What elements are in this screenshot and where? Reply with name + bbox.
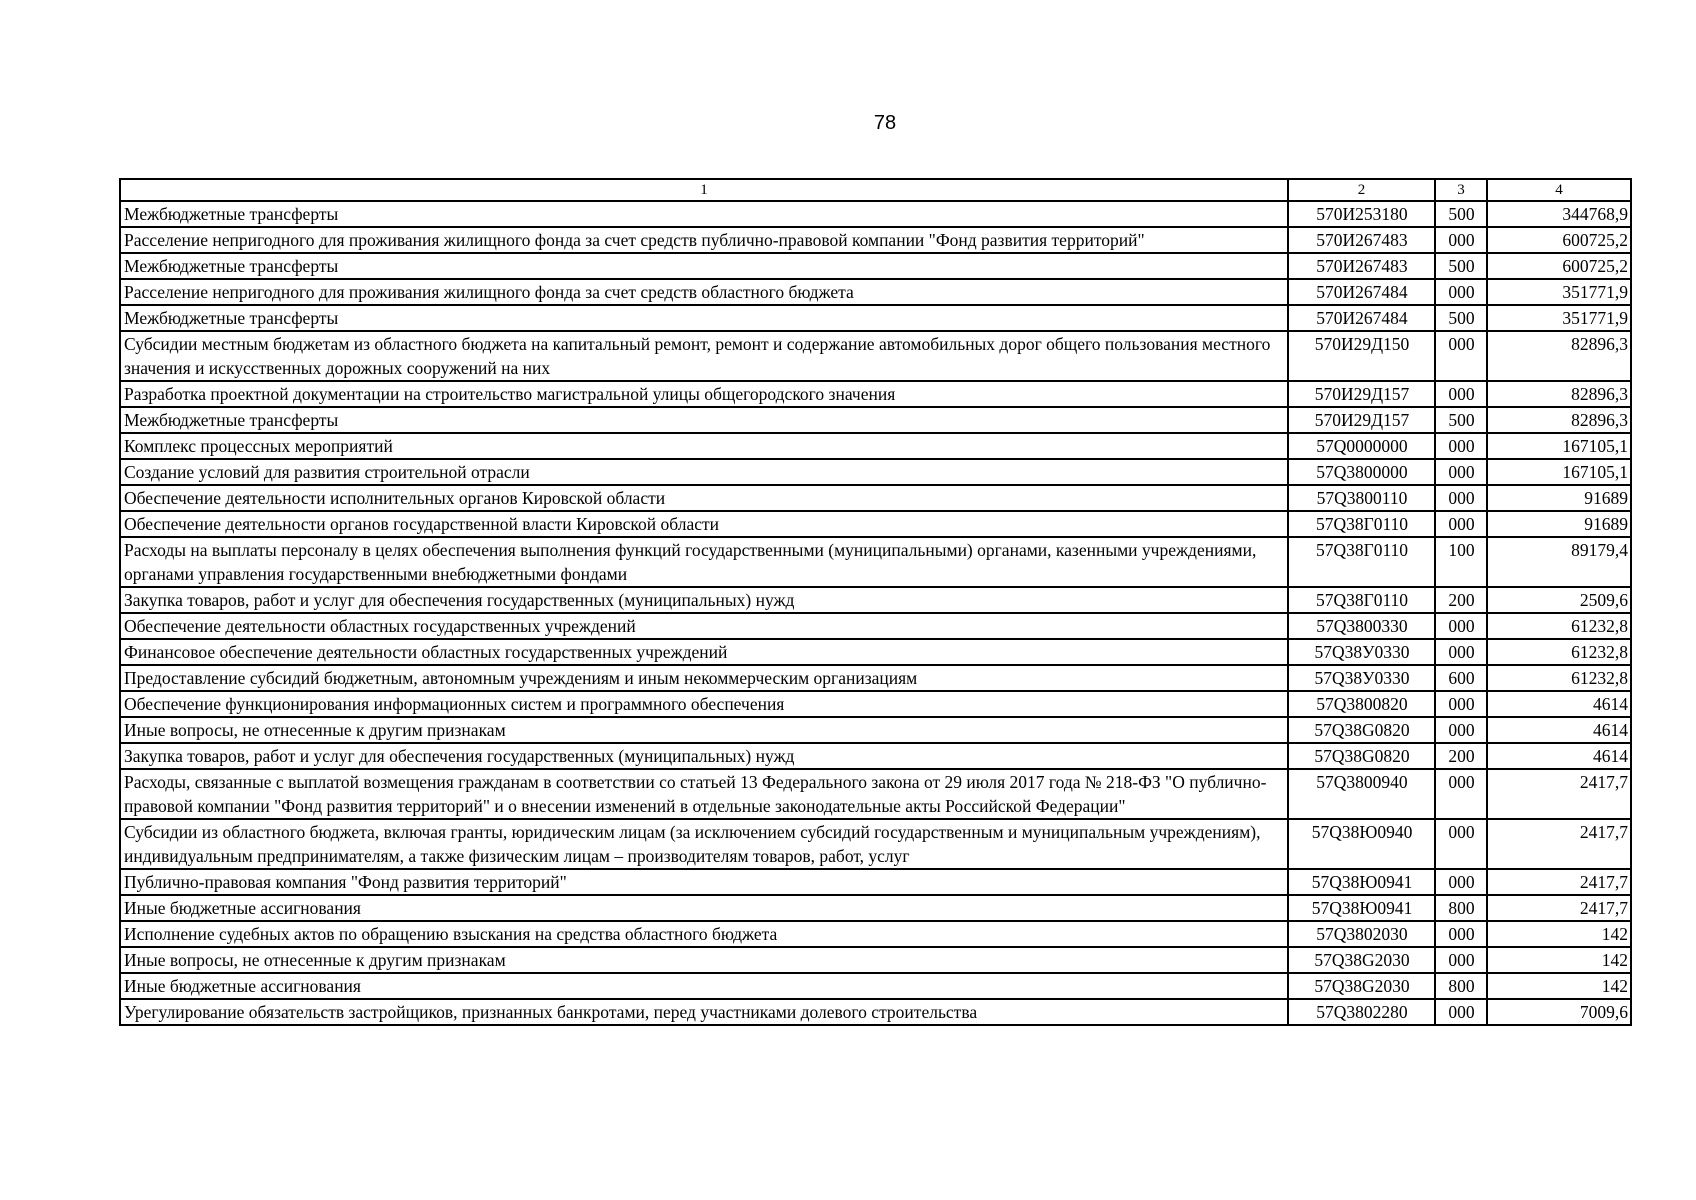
expense-type-cell: 000 [1435, 999, 1487, 1025]
target-code-cell: 570И267483 [1288, 253, 1435, 279]
amount-cell: 2417,7 [1487, 769, 1631, 819]
expense-type-cell: 000 [1435, 947, 1487, 973]
amount-cell: 61232,8 [1487, 639, 1631, 665]
target-code-cell: 57Q38У0330 [1288, 639, 1435, 665]
table-row [120, 613, 1631, 639]
amount-cell: 89179,4 [1487, 537, 1631, 587]
target-code-cell: 57Q3800110 [1288, 485, 1435, 511]
target-code-cell: 57Q38Г0110 [1288, 537, 1435, 587]
target-code-cell: 57Q3800330 [1288, 613, 1435, 639]
expense-name-cell: Создание условий для развития строительной отрасли [120, 459, 1288, 485]
target-code-cell: 57Q38У0330 [1288, 665, 1435, 691]
expense-name-cell: Расходы, связанные с выплатой возмещения гражданам в соответствии со статьей 13 Федерального закона от 29 июля 2017 года № 218-ФЗ "О публично-правовой компании "Фонд развития территорий" и о внесении изменений в отдельные законодательные акты Российской Федерации" [120, 769, 1288, 819]
page-number: 78 [873, 112, 897, 134]
column-header-4: 4 [1487, 179, 1631, 201]
target-code-cell: 57Q38G2030 [1288, 947, 1435, 973]
amount-cell: 2417,7 [1487, 819, 1631, 869]
expense-type-cell: 800 [1435, 895, 1487, 921]
table-row [120, 921, 1631, 947]
amount-cell: 82896,3 [1487, 381, 1631, 407]
expense-name-cell: Межбюджетные трансферты [120, 407, 1288, 433]
amount-cell: 4614 [1487, 717, 1631, 743]
table-row [120, 253, 1631, 279]
table-body [120, 201, 1631, 1025]
table-row [120, 639, 1631, 665]
table-row [120, 381, 1631, 407]
expense-type-cell: 000 [1435, 381, 1487, 407]
target-code-cell: 57Q38G0820 [1288, 743, 1435, 769]
table-row [120, 973, 1631, 999]
amount-cell: 344768,9 [1487, 201, 1631, 227]
expense-type-cell: 000 [1435, 769, 1487, 819]
table-row [120, 433, 1631, 459]
expense-type-cell: 000 [1435, 819, 1487, 869]
expense-name-cell: Расходы на выплаты персоналу в целях обеспечения выполнения функций государственными (муниципальными) органами, казенными учреждениями, органами управления государственными внебюджетными фондами [120, 537, 1288, 587]
table-row [120, 999, 1631, 1025]
amount-cell: 61232,8 [1487, 613, 1631, 639]
expense-name-cell: Предоставление субсидий бюджетным, автономным учреждениям и иным некоммерческим организациям [120, 665, 1288, 691]
amount-cell: 4614 [1487, 743, 1631, 769]
target-code-cell: 57Q3802030 [1288, 921, 1435, 947]
amount-cell: 61232,8 [1487, 665, 1631, 691]
expense-type-cell: 500 [1435, 201, 1487, 227]
table-row [120, 511, 1631, 537]
expense-name-cell: Урегулирование обязательств застройщиков, признанных банкротами, перед участниками долевого строительства [120, 999, 1288, 1025]
expense-type-cell: 000 [1435, 511, 1487, 537]
expense-name-cell: Расселение непригодного для проживания жилищного фонда за счет средств публично-правовой компании "Фонд развития территорий" [120, 227, 1288, 253]
expense-name-cell: Финансовое обеспечение деятельности областных государственных учреждений [120, 639, 1288, 665]
expense-type-cell: 000 [1435, 331, 1487, 381]
budget-table [119, 178, 1632, 1026]
expense-type-cell: 500 [1435, 407, 1487, 433]
expense-type-cell: 000 [1435, 485, 1487, 511]
target-code-cell: 570И29Д157 [1288, 381, 1435, 407]
expense-name-cell: Закупка товаров, работ и услуг для обеспечения государственных (муниципальных) нужд [120, 587, 1288, 613]
table-row [120, 331, 1631, 381]
expense-name-cell: Исполнение судебных актов по обращению взыскания на средства областного бюджета [120, 921, 1288, 947]
expense-name-cell: Закупка товаров, работ и услуг для обеспечения государственных (муниципальных) нужд [120, 743, 1288, 769]
table-row [120, 869, 1631, 895]
amount-cell: 600725,2 [1487, 253, 1631, 279]
amount-cell: 82896,3 [1487, 331, 1631, 381]
expense-name-cell: Обеспечение деятельности исполнительных органов Кировской области [120, 485, 1288, 511]
amount-cell: 142 [1487, 921, 1631, 947]
expense-type-cell: 200 [1435, 743, 1487, 769]
target-code-cell: 57Q0000000 [1288, 433, 1435, 459]
expense-name-cell: Межбюджетные трансферты [120, 305, 1288, 331]
table-row [120, 537, 1631, 587]
table-row [120, 485, 1631, 511]
target-code-cell: 570И29Д157 [1288, 407, 1435, 433]
table-row [120, 769, 1631, 819]
target-code-cell: 57Q3800000 [1288, 459, 1435, 485]
target-code-cell: 57Q3802280 [1288, 999, 1435, 1025]
target-code-cell: 570И253180 [1288, 201, 1435, 227]
table-row [120, 691, 1631, 717]
expense-type-cell: 000 [1435, 613, 1487, 639]
column-header-3: 3 [1435, 179, 1487, 201]
table-row [120, 665, 1631, 691]
target-code-cell: 570И267484 [1288, 305, 1435, 331]
amount-cell: 2417,7 [1487, 869, 1631, 895]
amount-cell: 4614 [1487, 691, 1631, 717]
expense-name-cell: Разработка проектной документации на строительство магистральной улицы общегородского значения [120, 381, 1288, 407]
amount-cell: 7009,6 [1487, 999, 1631, 1025]
expense-name-cell: Комплекс процессных мероприятий [120, 433, 1288, 459]
expense-type-cell: 000 [1435, 639, 1487, 665]
table-row [120, 279, 1631, 305]
table-row [120, 587, 1631, 613]
table-row [120, 819, 1631, 869]
expense-name-cell: Обеспечение деятельности областных государственных учреждений [120, 613, 1288, 639]
target-code-cell: 57Q38Г0110 [1288, 587, 1435, 613]
expense-name-cell: Субсидии из областного бюджета, включая гранты, юридическим лицам (за исключением субсидий государственным и муниципальным учреждениям), индивидуальным предпринимателям, а также физическим лицам – производителям товаров, работ, услуг [120, 819, 1288, 869]
target-code-cell: 57Q38Г0110 [1288, 511, 1435, 537]
table-row [120, 305, 1631, 331]
expense-name-cell: Обеспечение деятельности органов государственной власти Кировской области [120, 511, 1288, 537]
expense-name-cell: Межбюджетные трансферты [120, 253, 1288, 279]
expense-type-cell: 000 [1435, 869, 1487, 895]
expense-name-cell: Иные вопросы, не отнесенные к другим признакам [120, 947, 1288, 973]
expense-name-cell: Обеспечение функционирования информационных систем и программного обеспечения [120, 691, 1288, 717]
expense-type-cell: 600 [1435, 665, 1487, 691]
expense-type-cell: 800 [1435, 973, 1487, 999]
amount-cell: 2417,7 [1487, 895, 1631, 921]
amount-cell: 2509,6 [1487, 587, 1631, 613]
table-row [120, 947, 1631, 973]
table-row [120, 459, 1631, 485]
expense-type-cell: 000 [1435, 433, 1487, 459]
target-code-cell: 57Q38G0820 [1288, 717, 1435, 743]
expense-type-cell: 000 [1435, 921, 1487, 947]
amount-cell: 91689 [1487, 511, 1631, 537]
expense-type-cell: 200 [1435, 587, 1487, 613]
amount-cell: 351771,9 [1487, 305, 1631, 331]
amount-cell: 82896,3 [1487, 407, 1631, 433]
target-code-cell: 57Q3800820 [1288, 691, 1435, 717]
amount-cell: 600725,2 [1487, 227, 1631, 253]
column-header-2: 2 [1288, 179, 1435, 201]
target-code-cell: 57Q38Ю0940 [1288, 819, 1435, 869]
amount-cell: 167105,1 [1487, 459, 1631, 485]
table-header-row [120, 179, 1631, 201]
table-row [120, 407, 1631, 433]
target-code-cell: 570И29Д150 [1288, 331, 1435, 381]
expense-type-cell: 000 [1435, 691, 1487, 717]
target-code-cell: 57Q38Ю0941 [1288, 895, 1435, 921]
target-code-cell: 570И267484 [1288, 279, 1435, 305]
amount-cell: 142 [1487, 947, 1631, 973]
expense-name-cell: Иные бюджетные ассигнования [120, 895, 1288, 921]
expense-type-cell: 000 [1435, 717, 1487, 743]
expense-type-cell: 000 [1435, 459, 1487, 485]
amount-cell: 167105,1 [1487, 433, 1631, 459]
column-header-1: 1 [120, 179, 1288, 201]
target-code-cell: 57Q38Ю0941 [1288, 869, 1435, 895]
expense-type-cell: 100 [1435, 537, 1487, 587]
table-row [120, 743, 1631, 769]
expense-name-cell: Публично-правовая компания "Фонд развития территорий" [120, 869, 1288, 895]
expense-type-cell: 500 [1435, 253, 1487, 279]
table-row [120, 717, 1631, 743]
expense-name-cell: Субсидии местным бюджетам из областного бюджета на капитальный ремонт, ремонт и содержание автомобильных дорог общего пользования местного значения и искусственных дорожных сооружений на них [120, 331, 1288, 381]
table-row [120, 895, 1631, 921]
amount-cell: 351771,9 [1487, 279, 1631, 305]
target-code-cell: 57Q38G2030 [1288, 973, 1435, 999]
expense-name-cell: Иные бюджетные ассигнования [120, 973, 1288, 999]
target-code-cell: 57Q3800940 [1288, 769, 1435, 819]
expense-type-cell: 500 [1435, 305, 1487, 331]
table-row [120, 227, 1631, 253]
expense-name-cell: Расселение непригодного для проживания жилищного фонда за счет средств областного бюджета [120, 279, 1288, 305]
expense-type-cell: 000 [1435, 227, 1487, 253]
expense-name-cell: Межбюджетные трансферты [120, 201, 1288, 227]
target-code-cell: 570И267483 [1288, 227, 1435, 253]
table-row [120, 201, 1631, 227]
amount-cell: 91689 [1487, 485, 1631, 511]
expense-name-cell: Иные вопросы, не отнесенные к другим признакам [120, 717, 1288, 743]
amount-cell: 142 [1487, 973, 1631, 999]
expense-type-cell: 000 [1435, 279, 1487, 305]
